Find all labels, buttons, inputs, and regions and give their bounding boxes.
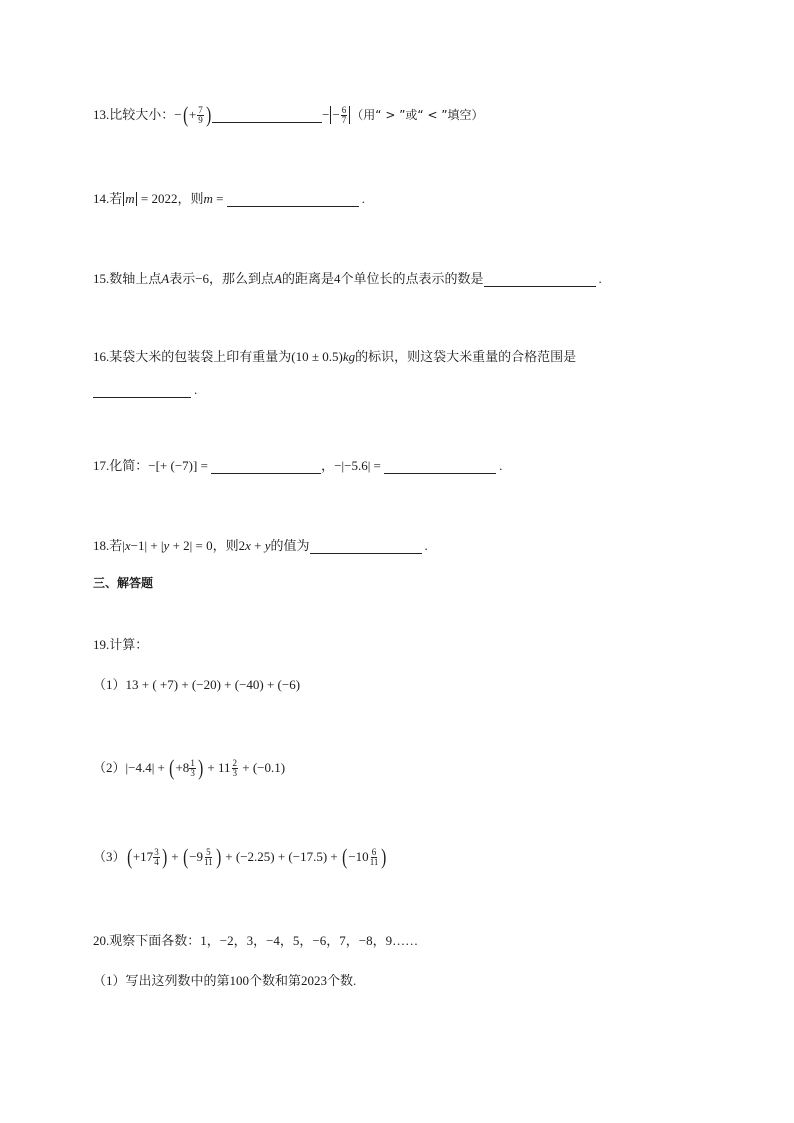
q13-number: 13. <box>93 107 110 122</box>
q19-p2-c: + 11 <box>204 760 231 775</box>
question-19-title <box>93 634 148 656</box>
q19-p1-expr: 13 + ( +7) + (−20) + (−40) + (−6) <box>125 677 301 692</box>
question-15 <box>93 268 602 290</box>
frac-denominator: 3 <box>190 767 195 778</box>
right-paren: ) <box>215 844 221 869</box>
frac-denominator: 4 <box>154 856 159 867</box>
q18-expr-b1: 2 <box>238 538 246 553</box>
question-20-part-1 <box>93 970 356 992</box>
q13-lhs-minus: − <box>174 107 182 122</box>
q17-end: . <box>499 458 503 473</box>
q17-answer-blank-a[interactable] <box>211 459 321 474</box>
abs-bar-left <box>330 106 331 124</box>
right-paren: ) <box>197 755 204 780</box>
q14-pre: 若 <box>109 191 123 206</box>
frac-numerator: 6 <box>341 104 347 115</box>
q19-p3-d-fraction <box>369 848 380 867</box>
q19-p3-a-fraction <box>153 848 160 867</box>
right-paren: ) <box>381 844 387 869</box>
q14-eq2: = <box>212 191 227 206</box>
q13-rhs-minus: − <box>322 107 330 122</box>
frac-numerator: 5 <box>206 846 211 857</box>
question-17 <box>93 455 502 477</box>
q13-lhs-plus: + <box>188 107 197 122</box>
q19-p1-label: （1） <box>93 677 126 692</box>
q15-text-b: 表示−6，那么到点 <box>169 271 275 286</box>
q17-text-a: 17.化简： <box>93 458 149 473</box>
frac-numerator: 1 <box>190 757 195 768</box>
q14-var-m2: m <box>203 191 213 206</box>
section-title: 三、解答题 <box>93 576 154 590</box>
question-16 <box>93 346 576 368</box>
q15-var-a2: A <box>274 271 283 286</box>
section-heading <box>93 572 153 594</box>
q14-eq: = 2022，则 <box>137 191 204 206</box>
left-paren: ( <box>342 844 348 869</box>
frac-denominator: 9 <box>198 114 203 125</box>
q19-p3-mixed-a <box>133 847 161 867</box>
q18-expr-a2: −1| + | <box>130 538 164 553</box>
q15-var-a: A <box>161 271 170 286</box>
q19-p3-plus: + <box>168 849 182 864</box>
q18-expr-a1: | <box>122 538 125 553</box>
q13-rhs-inner-minus: − <box>332 107 340 122</box>
question-19-part-2 <box>93 757 285 779</box>
abs-bar-right <box>136 192 137 206</box>
right-paren: ) <box>205 102 212 127</box>
left-paren: ( <box>169 755 175 780</box>
q19-p2-a: |−4.4| + <box>125 760 169 775</box>
q19-p3-b-fraction <box>203 848 214 867</box>
question-13 <box>93 104 484 126</box>
q19-p3-d-whole: −10 <box>348 849 369 864</box>
q16-text-b: 的标识，则这袋大米重量的合格范围是 <box>355 349 577 364</box>
q19-title: 19.计算： <box>93 637 149 652</box>
q19-p3-c: + (−2.25) + (−17.5) + <box>222 849 342 864</box>
q13-lhs-fraction <box>197 106 204 125</box>
q13-prompt: 比较大小： <box>109 107 175 122</box>
q16-expr: (10 ± 0.5) <box>291 349 343 364</box>
q18-text-b: 的值为 <box>270 538 310 553</box>
q17-expr-a: −[+ (−7)] = <box>148 458 212 473</box>
left-paren: ( <box>182 102 188 127</box>
left-paren: ( <box>126 844 132 869</box>
q18-text-a: 18.若 <box>93 538 123 553</box>
right-paren: ) <box>161 844 167 869</box>
frac-numerator: 3 <box>154 846 159 857</box>
frac-denominator: 11 <box>204 856 213 867</box>
q18-expr-b2: + <box>250 538 265 553</box>
q18-answer-blank[interactable] <box>310 539 422 554</box>
question-19-part-1 <box>93 674 300 696</box>
q19-p2-b-whole: +8 <box>175 760 190 775</box>
q13-note: （用“ > ”或“ < ”填空） <box>351 108 484 122</box>
q18-var-y2: y <box>264 538 271 553</box>
abs-bar-right <box>349 106 350 124</box>
question-14 <box>93 188 365 210</box>
q19-p3-a-whole: +17 <box>132 849 154 864</box>
q14-number: 14. <box>93 191 110 206</box>
q16-end: . <box>194 382 198 397</box>
q19-p3-mixed-b <box>189 847 215 867</box>
q19-p2-label: （2） <box>93 760 126 775</box>
q14-answer-blank[interactable] <box>227 192 359 207</box>
q15-text-c: 的距离是4个单位长的点表示的数是 <box>282 271 484 286</box>
frac-denominator: 7 <box>341 114 347 125</box>
frac-denominator: 3 <box>232 767 237 778</box>
q18-end: . <box>424 538 428 553</box>
left-paren: ( <box>182 844 189 869</box>
q15-end: . <box>598 271 602 286</box>
frac-numerator: 2 <box>232 757 237 768</box>
q19-p3-mixed-d <box>348 847 380 867</box>
abs-bar-left <box>123 192 124 206</box>
q15-text-a: 15.数轴上点 <box>93 271 162 286</box>
q20-title: 20.观察下面各数：1，−2，3，−4，5，−6，7，−8，9…… <box>93 933 419 948</box>
q16-text-a: 16.某袋大米的包装袋上印有重量为 <box>93 349 292 364</box>
q17-expr-b: −|−5.6| = <box>334 458 385 473</box>
q16-unit: kg <box>342 349 356 364</box>
q19-p2-b-fraction <box>189 759 196 778</box>
q13-answer-blank[interactable] <box>212 108 322 123</box>
q19-p2-d: + (−0.1) <box>239 760 286 775</box>
q19-p3-b-whole: −9 <box>189 849 204 864</box>
q18-expr-a3: + 2| = 0，则 <box>169 538 239 553</box>
q14-var-m: m <box>125 191 135 206</box>
q15-answer-blank[interactable] <box>484 272 596 287</box>
q20-p1: （1）写出这列数中的第100个数和第2023个数. <box>93 973 357 988</box>
q18-var-x2: x <box>245 538 251 553</box>
question-18 <box>93 535 428 557</box>
frac-numerator: 6 <box>371 846 377 857</box>
q17-answer-blank-b[interactable] <box>384 459 496 474</box>
q19-p2-mixed-b <box>175 758 196 778</box>
question-20-title <box>93 930 418 952</box>
q13-rhs-fraction <box>341 106 348 125</box>
q17-sep: ， <box>321 458 335 473</box>
frac-numerator: 7 <box>198 104 203 115</box>
q19-p2-c-fraction <box>232 759 239 778</box>
q16-answer-blank[interactable] <box>93 383 191 398</box>
q19-p3-label: （3） <box>93 849 126 864</box>
question-16-answer-line <box>93 379 197 401</box>
q18-var-x: x <box>124 538 131 553</box>
q14-end: . <box>361 191 365 206</box>
question-19-part-3 <box>93 846 388 868</box>
frac-denominator: 11 <box>369 856 379 867</box>
q18-var-y: y <box>163 538 170 553</box>
